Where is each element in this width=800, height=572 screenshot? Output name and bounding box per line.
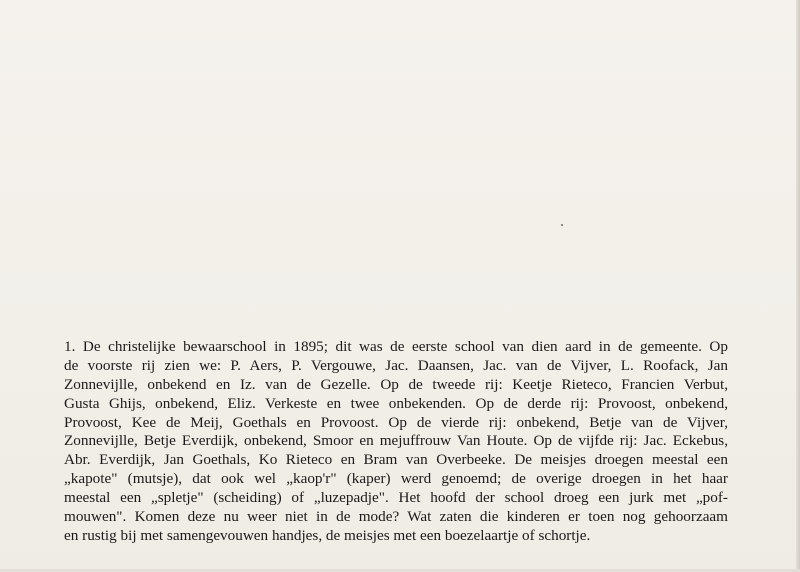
caption-line-11: en rustig bij met samengevouwen handjes, de meisjes met een boezelaartje of schortje. <box>64 526 591 544</box>
caption-line-4: Gusta Ghijs, onbekend, Eliz. Verkeste en twee onbekenden. Op de derde rij: Provoost, onbekend, <box>64 394 728 412</box>
caption-line-9: meestal een „spletje" (scheiding) of „luzepadje". Het hoofd der school droeg een jurk met „pof- <box>64 489 728 507</box>
caption-line-2: de voorste rij zien we: P. Aers, P. Vergouwe, Jac. Daansen, Jac. van de Vijver, L. Roofack, Jan <box>64 356 728 374</box>
caption-line-7: Abr. Everdijk, Jan Goethals, Ko Rieteco en Bram van Overbeeke. De meisjes droegen meestal een <box>64 451 728 469</box>
paper-speck <box>561 224 563 226</box>
caption-line-10: mouwen". Komen deze nu weer niet in de mode? Wat zaten die kinderen er toen nog gehoorzaam <box>64 508 728 526</box>
caption-line-1: 1. De christelijke bewaarschool in 1895; dit was de eerste school van dien aard in de gemeente. Op <box>64 338 728 355</box>
caption-line-8: „kapote" (mutsje), dat ook wel „kaop'r" (kaper) werd genoemd; de overige droegen in het haar <box>64 470 728 488</box>
caption-line-6: Zonnevijlle, Betje Everdijk, onbekend, Smoor en mejuffrouw Van Houte. Op de vijfde rij: Jac. Eckebus, <box>64 432 728 450</box>
photo-caption <box>64 338 728 546</box>
caption-line-3: Zonnevijlle, onbekend en Iz. van de Gezelle. Op de tweede rij: Keetje Rieteco, Francien Verbut, <box>64 375 728 393</box>
caption-line-5: Provoost, Kee de Meij, Goethals en Provoost. Op de vierde rij: onbekend, Betje van de Vijver, <box>64 413 728 431</box>
page-edge-right <box>796 0 800 572</box>
